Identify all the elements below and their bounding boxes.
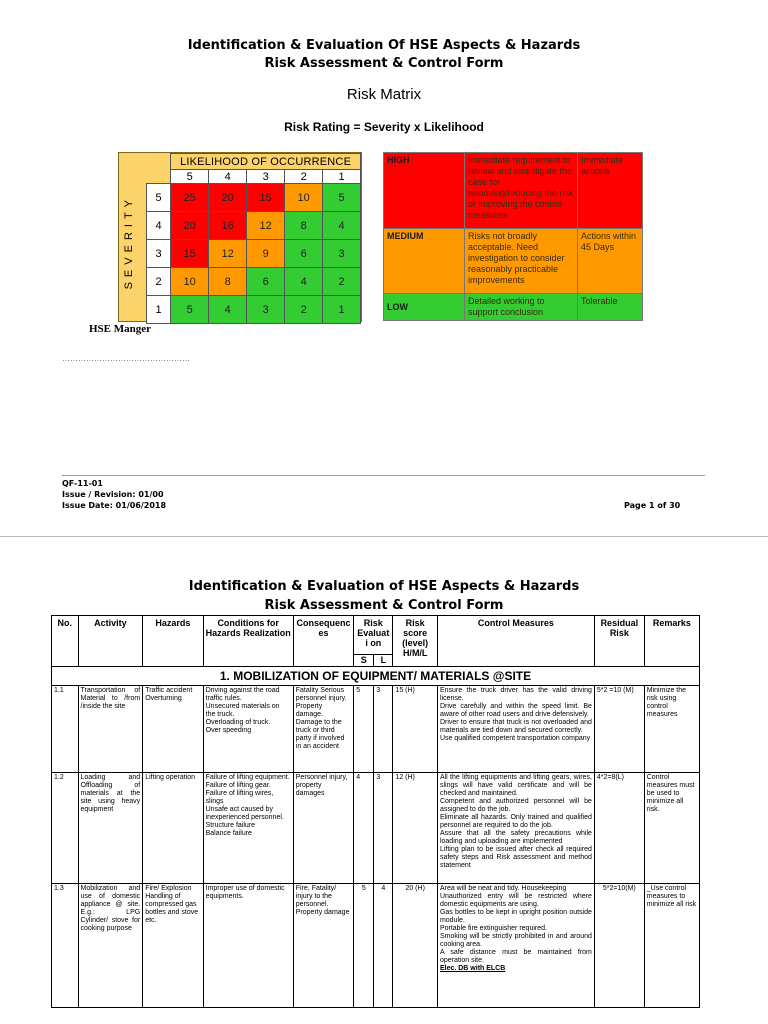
control-item-elcb: Elec. DB with ELCB <box>439 965 506 972</box>
form-title-line2: Risk Assessment & Control Form <box>264 56 504 71</box>
col-header-remarks: Remarks <box>644 616 699 667</box>
control-item: Smoking will be strictly prohibited in and around cooking area. <box>439 933 592 948</box>
likelihood-level: 1 <box>323 170 361 184</box>
row-activity: Transportation of Material to /from /inside the site <box>78 686 143 773</box>
row-control-measures <box>437 884 594 1008</box>
control-item: Ensure the truck driver has the valid driving license. <box>439 687 592 702</box>
table-row <box>52 884 700 1008</box>
page-break <box>0 536 768 537</box>
matrix-cell: 6 <box>247 268 285 296</box>
severity-level: 2 <box>147 268 171 296</box>
legend-level: MEDIUM <box>384 229 465 294</box>
table-row <box>52 686 700 773</box>
signatory-label: HSE Manger <box>89 323 152 335</box>
row-likelihood: 3 <box>374 686 393 773</box>
row-severity: 5 <box>354 884 374 1008</box>
row-residual-risk: 5*2=10(M) <box>594 884 644 1008</box>
matrix-cell: 4 <box>323 212 361 240</box>
row-number: 1.1 <box>52 686 79 773</box>
risk-matrix <box>118 152 362 322</box>
matrix-row <box>147 240 361 268</box>
condition-item: Overloading of truck. <box>205 719 271 726</box>
form-title-line1: Identification & Evaluation of HSE Aspects & Hazards <box>188 579 580 594</box>
risk-assessment-table <box>51 615 700 1008</box>
matrix-cell: 10 <box>171 268 209 296</box>
control-item: Gas bottles to be kept in upright position outside module. <box>439 909 592 924</box>
matrix-cell: 1 <box>323 296 361 324</box>
matrix-cell: 5 <box>323 184 361 212</box>
col-header-consequences: Consequenc es <box>293 616 353 667</box>
col-header-likelihood: L <box>374 655 393 667</box>
legend-description: Detailed working to support conclusion <box>465 294 578 321</box>
row-hazards: Lifting operation <box>143 773 203 884</box>
likelihood-level: 2 <box>285 170 323 184</box>
matrix-cell: 25 <box>171 184 209 212</box>
legend-description: Immediate requirement to review and investigate the case for removing/reducing the risk or improving the control measures <box>465 153 578 229</box>
matrix-cell: 12 <box>209 240 247 268</box>
col-header-activity: Activity <box>78 616 143 667</box>
row-consequences: Fatality Serious personnel injury. Property damage. Damage to the truck or third party if involved in an accident <box>293 686 353 773</box>
row-consequences: Personnel injury, property damages <box>293 773 353 884</box>
control-item: Lifting plan to be issued after check all required safety steps and Risk assessment and method statement <box>439 846 592 869</box>
control-item: Use qualified competent transportation company <box>439 735 591 742</box>
matrix-row <box>147 296 361 324</box>
severity-level: 4 <box>147 212 171 240</box>
row-number: 1.3 <box>52 884 79 1008</box>
issue-revision: Issue / Revision: 01/00 <box>62 490 164 499</box>
row-conditions <box>203 884 293 1008</box>
row-remarks: Minimize the risk using control measures <box>644 686 699 773</box>
matrix-cell: 4 <box>209 296 247 324</box>
condition-item: Improper use of domestic equipments. <box>205 885 285 900</box>
row-remarks: Control measures must be used to minimize all risk. <box>644 773 699 884</box>
page-number: Page 1 of 30 <box>624 501 681 510</box>
control-item: Area will be neat and tidy. Housekeeping <box>439 885 567 892</box>
legend-row-medium <box>384 229 643 294</box>
row-residual-risk: 5*2 =10 (M) <box>594 686 644 773</box>
condition-item: Failure of lifting wires, slings <box>205 790 274 805</box>
risk-matrix-grid <box>146 153 361 324</box>
col-header-control-measures: Control Measures <box>437 616 594 667</box>
row-conditions <box>203 686 293 773</box>
matrix-row <box>147 184 361 212</box>
matrix-cell: 5 <box>171 296 209 324</box>
row-remarks: _Use control measures to minimize all risk <box>644 884 699 1008</box>
likelihood-level: 5 <box>171 170 209 184</box>
matrix-cell: 10 <box>285 184 323 212</box>
row-hazards: Traffic accident Overturning <box>143 686 203 773</box>
footer-divider <box>62 475 705 476</box>
col-header-severity: S <box>354 655 374 667</box>
matrix-cell: 20 <box>209 184 247 212</box>
row-risk-score: 20 (H) <box>393 884 438 1008</box>
matrix-cell: 20 <box>171 212 209 240</box>
form-title-line1: Identification & Evaluation Of HSE Aspects & Hazards <box>187 38 581 53</box>
matrix-row <box>147 212 361 240</box>
row-severity: 4 <box>354 773 374 884</box>
condition-item: Structure failure <box>205 822 256 829</box>
table-row <box>52 773 700 884</box>
matrix-cell: 8 <box>285 212 323 240</box>
condition-item: Failure of lifting gear. <box>205 782 271 789</box>
condition-item: Driving against the road traffic rules. <box>205 687 280 702</box>
matrix-cell: 15 <box>171 240 209 268</box>
risk-rating-formula: Risk Rating = Severity x Likelihood <box>284 120 484 134</box>
control-item: Eliminate all hazards. Only trained and qualified personnel are required to do the job. <box>439 814 592 829</box>
row-activity: Loading and Offloading of materials at the site using heavy equipment <box>78 773 143 884</box>
col-header-risk-evaluation: Risk Evaluati on <box>354 616 393 655</box>
signature-line: ………………………………………… <box>62 354 190 363</box>
legend-action: Tolerable <box>578 294 643 321</box>
likelihood-header: LIKELIHOOD OF OCCURRENCE <box>171 154 361 170</box>
severity-level: 3 <box>147 240 171 268</box>
condition-item: Over speeding <box>205 727 252 734</box>
matrix-cell: 9 <box>247 240 285 268</box>
condition-item: Failure of lifting equipment. <box>205 774 290 781</box>
col-header-hazards: Hazards <box>143 616 203 667</box>
form-title-line2: Risk Assessment & Control Form <box>264 598 504 613</box>
condition-item: Unsafe act caused by inexperienced personnel. <box>205 806 284 821</box>
legend-row-high <box>384 153 643 229</box>
control-item: Driver to ensure that truck is not overloaded and materials are tied down and secured correctly. <box>439 719 592 734</box>
row-activity: Mobilization and use of domestic appliance @ site. E.g.: LPG Cylinder/ stove for cooking purpose <box>78 884 143 1008</box>
control-item: All the lifting equipments and lifting gears, wires, slings will have valid certificate and will be checked and maintained. <box>439 774 592 797</box>
control-item: Assure that all the safety precautions while loading and uploading are implemented <box>439 830 592 845</box>
row-severity: 5 <box>354 686 374 773</box>
issue-date: Issue Date: 01/06/2018 <box>62 501 167 510</box>
matrix-cell: 15 <box>247 184 285 212</box>
matrix-title: Risk Matrix <box>346 86 422 103</box>
severity-level: 1 <box>147 296 171 324</box>
matrix-cell: 12 <box>247 212 285 240</box>
row-hazards: Fire/ Explosion Handling of compressed gas bottles and stove etc. <box>143 884 203 1008</box>
col-header-no: No. <box>52 616 79 667</box>
severity-level: 5 <box>147 184 171 212</box>
control-item: Unauthorized entry will be restricted where domestic equipments are using. <box>439 893 592 908</box>
row-consequences: Fire, Fatality/ injury to the personnel. Property damage <box>293 884 353 1008</box>
legend-action: Immediate actions <box>578 153 643 229</box>
control-item: Drive carefully and within the speed limit. Be aware of other road users and drive defensively. <box>439 703 592 718</box>
row-likelihood: 4 <box>374 884 393 1008</box>
control-item: Competent and authorized personnel will be assigned to do the job. <box>439 798 592 813</box>
section-title: 1. MOBILIZATION OF EQUIPMENT/ MATERIALS @SITE <box>52 667 700 686</box>
row-likelihood: 3 <box>374 773 393 884</box>
col-header-conditions: Conditions for Hazards Realization <box>203 616 293 667</box>
likelihood-level: 3 <box>247 170 285 184</box>
matrix-cell: 3 <box>247 296 285 324</box>
matrix-cell: 3 <box>323 240 361 268</box>
severity-axis-label: SEVERITY <box>123 195 135 290</box>
condition-item: Unsecured materials on the truck. <box>205 703 280 718</box>
col-header-risk-score: Risk score (level) H/M/L <box>393 616 438 667</box>
row-number: 1.2 <box>52 773 79 884</box>
row-control-measures <box>437 773 594 884</box>
legend-action: Actions within 45 Days <box>578 229 643 294</box>
doc-code: QF-11-01 <box>62 479 103 488</box>
matrix-cell: 2 <box>285 296 323 324</box>
row-risk-score: 15 (H) <box>393 686 438 773</box>
control-item: A safe distance must be maintained from operation site. <box>439 949 592 964</box>
condition-item: Balance failure <box>205 830 252 837</box>
col-header-residual-risk: Residual Risk <box>594 616 644 667</box>
legend-level: LOW <box>384 294 465 321</box>
legend-level: HIGH <box>384 153 465 229</box>
matrix-cell: 8 <box>209 268 247 296</box>
matrix-row <box>147 268 361 296</box>
row-risk-score: 12 (H) <box>393 773 438 884</box>
matrix-cell: 16 <box>209 212 247 240</box>
control-item: Portable fire extinguisher required. <box>439 925 547 932</box>
risk-level-legend <box>383 152 643 321</box>
row-conditions <box>203 773 293 884</box>
matrix-cell: 6 <box>285 240 323 268</box>
matrix-cell: 2 <box>323 268 361 296</box>
matrix-cell: 4 <box>285 268 323 296</box>
legend-row-low <box>384 294 643 321</box>
row-residual-risk: 4*2=8(L) <box>594 773 644 884</box>
likelihood-level: 4 <box>209 170 247 184</box>
legend-description: Risks not broadly acceptable. Need investigation to consider reasonably practicable improvements <box>465 229 578 294</box>
row-control-measures <box>437 686 594 773</box>
